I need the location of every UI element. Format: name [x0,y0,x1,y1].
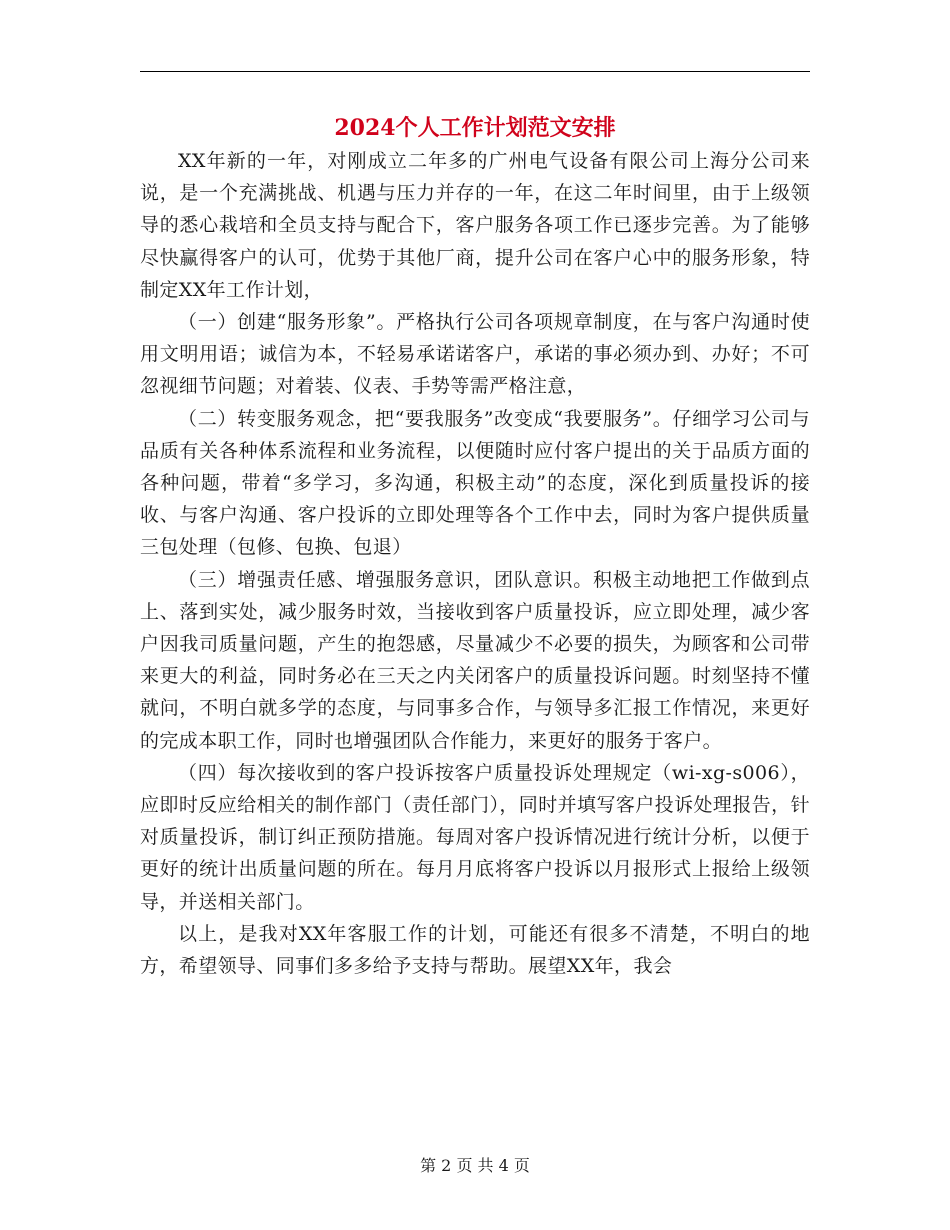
document-body [140,145,810,982]
paragraph-intro: XX年新的一年，对刚成立二年多的广州电气设备有限公司上海分公司来说，是一个充满挑战、机遇与压力并存的一年，在这二年时间里，由于上级领导的悉心栽培和全员支持与配合下，客户服务各项工作已逐步完善。为了能够尽快赢得客户的认可，优势于其他厂商，提升公司在客户心中的服务形象，特制定XX年工作计划， [140,150,810,301]
paragraph-closing: 以上，是我对XX年客服工作的计划，可能还有很多不清楚，不明白的地方，希望领导、同事们多多给予支持与帮助。展望XX年，我会 [140,922,810,978]
header-rule [140,71,810,72]
document-title: 2024个人工作计划范文安排 [334,115,616,141]
paragraph-section-1: （一）创建“服务形象”。严格执行公司各项规章制度，在与客户沟通时使用文明用语；诚信为本，不轻易承诺诺客户，承诺的事必须办到、办好；不可忽视细节问题；对着装、仪表、手势等需严格注意， [140,311,810,398]
paragraph-section-3: （三）增强责任感、增强服务意识，团队意识。积极主动地把工作做到点上、落到实处，减少服务时效，当接收到客户质量投诉，应立即处理，减少客户因我司质量问题，产生的抱怨感，尽量减少不必要的损失，为顾客和公司带来更大的利益，同时务必在三天之内关闭客户的质量投诉问题。时刻坚持不懂就问，不明白就多学的态度，与同事多合作，与领导多汇报工作情况，来更好的完成本职工作，同时也增强团队合作能力，来更好的服务于客户。 [140,568,810,752]
paragraph-section-2: （二）转变服务观念，把“要我服务”改变成“我要服务”。仔细学习公司与品质有关各种体系流程和业务流程，以便随时应付客户提出的关于品质方面的各种问题，带着“多学习，多沟通，积极主动”的态度，深化到质量投诉的接收、与客户沟通、客户投诉的立即处理等各个工作中去，同时为客户提供质量三包处理（包修、包换、包退） [140,407,810,559]
page-number: 第 2 页 共 4 页 [420,1156,530,1175]
paragraph-section-4: （四）每次接收到的客户投诉按客户质量投诉处理规定（wi-xg-s006），应即时反应给相关的制作部门（责任部门），同时并填写客户投诉处理报告，针对质量投诉，制订纠正预防措施。每周对客户投诉情况进行统计分析，以便于更好的统计出质量问题的所在。每月月底将客户投诉以月报形式上报给上级领导，并送相关部门。 [140,761,810,913]
